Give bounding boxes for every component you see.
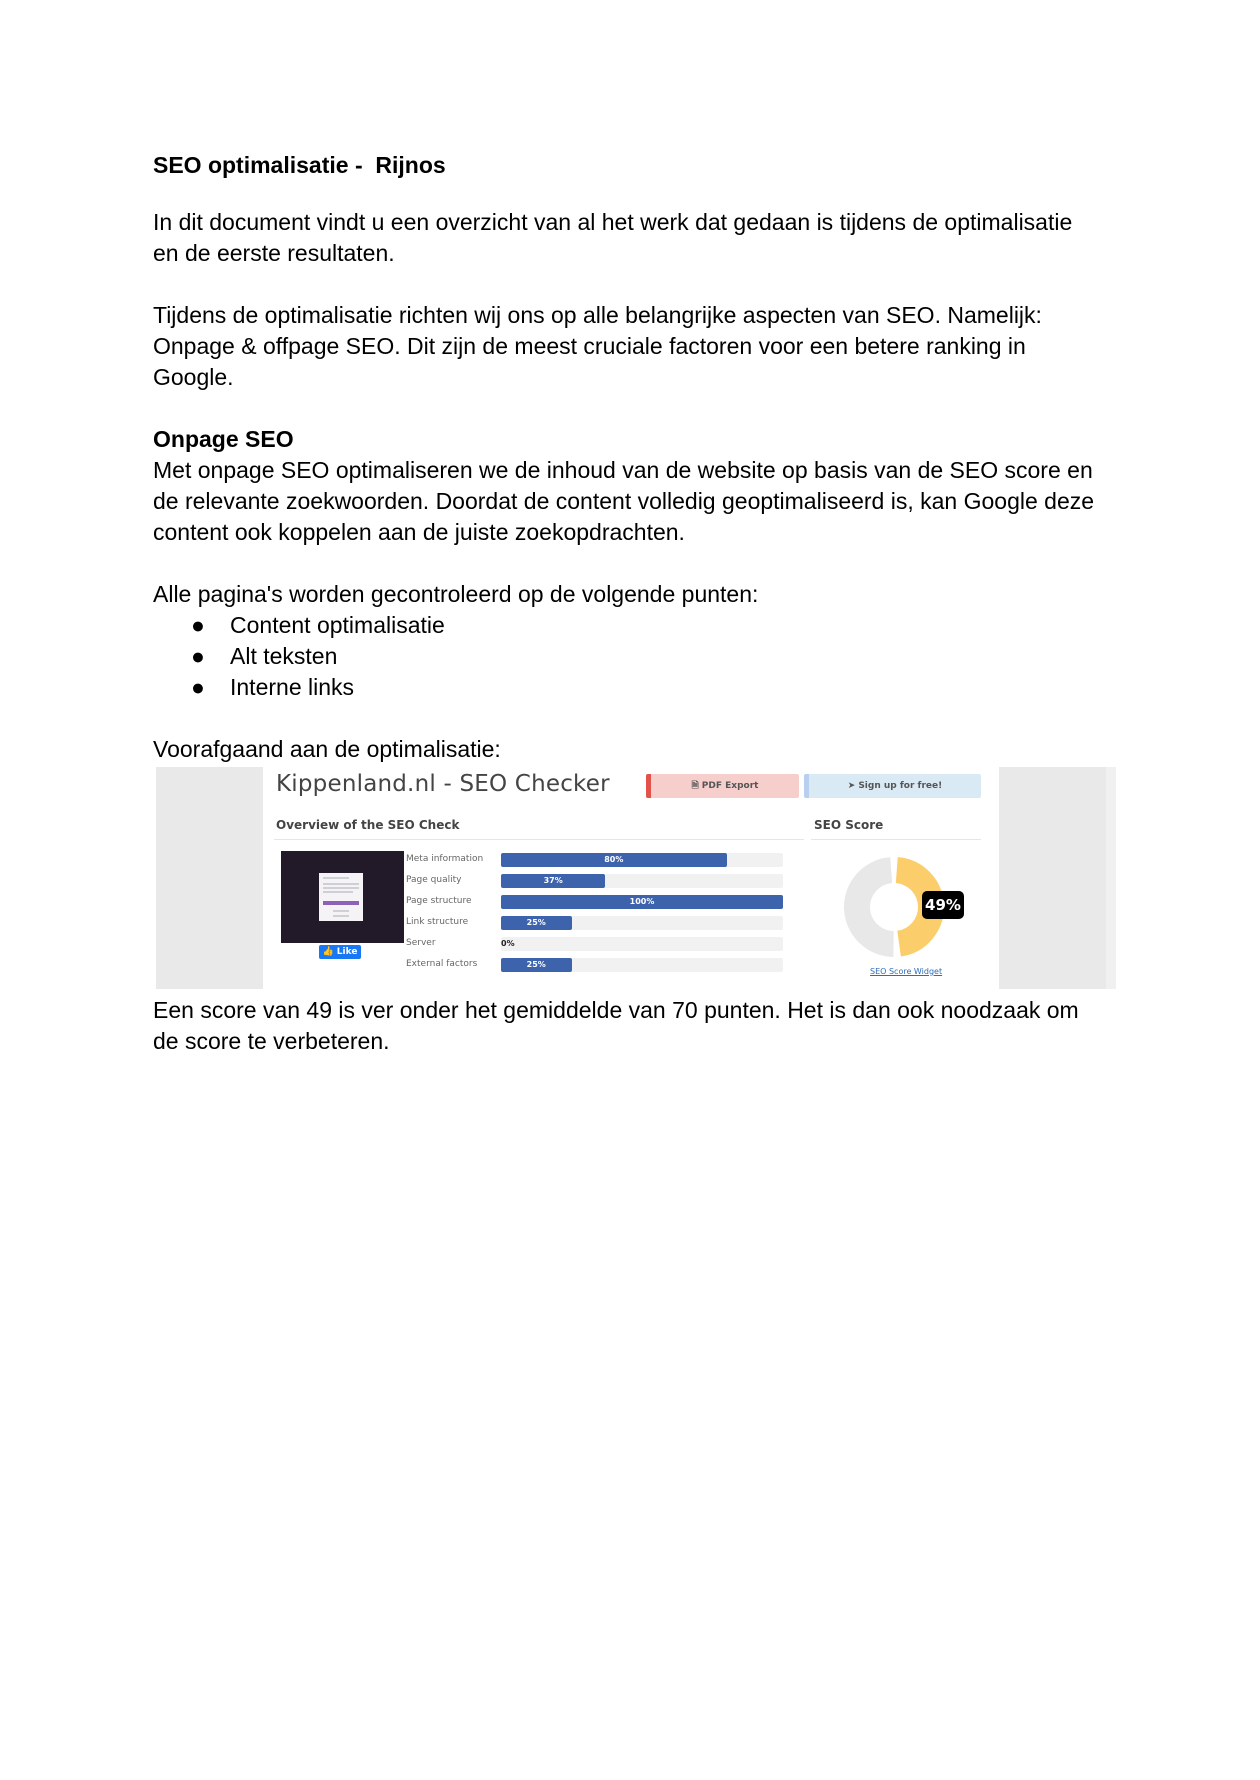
- donut-remaining-slice: [857, 870, 894, 944]
- focus-line-1: Tijdens de optimalisatie richten wij ons op alle belangrijke aspecten van SEO. Namelijk:: [153, 302, 1042, 328]
- file-pdf-icon: 🗎: [691, 781, 699, 791]
- conclusion-line-2: de score te verbeteren.: [153, 1028, 390, 1054]
- metric-bar-track: [501, 853, 783, 867]
- metric-bar-track: [501, 895, 783, 909]
- checklist: [153, 610, 1113, 703]
- bullet-icon: ●: [191, 674, 205, 700]
- metric-label: Page quality: [406, 875, 462, 885]
- like-button[interactable]: 👍 Like: [319, 945, 361, 959]
- onpage-line-3: content ook koppelen aan de juiste zoekopdrachten.: [153, 519, 685, 545]
- signup-button[interactable]: ➤ Sign up for free!: [804, 774, 981, 798]
- score-divider: [811, 839, 981, 840]
- metrics-list: [406, 851, 796, 977]
- before-label: Voorafgaand aan de optimalisatie:: [153, 736, 501, 762]
- metric-value: 37%: [543, 876, 563, 885]
- pdf-export-button[interactable]: 🗎 PDF Export: [646, 774, 799, 798]
- overview-title: Overview of the SEO Check: [276, 818, 460, 832]
- thumbs-up-icon: 👍: [322, 947, 334, 957]
- list-item: ● Interne links: [191, 672, 1113, 703]
- metric-bar-track: [501, 937, 783, 951]
- metric-label: Page structure: [406, 896, 472, 906]
- onpage-line-2: de relevante zoekwoorden. Doordat de content volledig geoptimaliseerd is, kan Google deze: [153, 488, 1095, 514]
- metric-row: [406, 872, 796, 893]
- seo-score-badge: 49%: [922, 891, 964, 919]
- thumbnail-dialog: [319, 873, 363, 921]
- circle-arrow-icon: ➤: [847, 781, 856, 791]
- metric-value: 0%: [501, 939, 515, 948]
- metric-value: 25%: [526, 960, 546, 969]
- conclusion-line-1: Een score van 49 is ver onder het gemiddelde van 70 punten. Het is dan ook noodzaak om: [153, 997, 1079, 1023]
- bullet-icon: ●: [191, 612, 205, 638]
- list-item: ● Alt teksten: [191, 641, 1113, 672]
- metric-value: 100%: [629, 897, 655, 906]
- onpage-line-1: Met onpage SEO optimaliseren we de inhoud van de website op basis van de SEO score en: [153, 457, 1093, 483]
- screenshot-left-margin: [156, 767, 263, 989]
- seo-score-widget-link[interactable]: SEO Score Widget: [870, 967, 943, 976]
- document-title: SEO optimalisatie - Rijnos: [153, 152, 446, 178]
- focus-line-2: Onpage & offpage SEO. Dit zijn de meest cruciale factoren voor een betere ranking in: [153, 333, 1026, 359]
- metric-bar-track: [501, 958, 783, 972]
- screenshot-right-margin: [999, 767, 1116, 989]
- overview-divider: [274, 839, 804, 840]
- metric-label: Link structure: [406, 917, 469, 927]
- checker-site-title: Kippenland.nl - SEO Checker: [276, 771, 610, 797]
- focus-line-3: Google.: [153, 364, 234, 390]
- intro-line-1: In dit document vindt u een overzicht van al het werk dat gedaan is tijdens de optimalisatie: [153, 209, 1073, 235]
- metric-label: Server: [406, 938, 436, 948]
- document-page: [153, 150, 1113, 1057]
- bullet-icon: ●: [191, 643, 205, 669]
- metric-label: Meta information: [406, 854, 484, 864]
- metric-label: External factors: [406, 959, 478, 969]
- metric-value: 25%: [526, 918, 546, 927]
- intro-line-2: en de eerste resultaten.: [153, 240, 395, 266]
- metric-row: [406, 893, 796, 914]
- onpage-heading: Onpage SEO: [153, 426, 294, 452]
- metric-value: 80%: [604, 855, 624, 864]
- seo-checker-screenshot: [156, 767, 1116, 989]
- metric-row: [406, 851, 796, 872]
- metric-bar-track: [501, 916, 783, 930]
- metric-row: [406, 914, 796, 935]
- checklist-intro: Alle pagina's worden gecontroleerd op de volgende punten:: [153, 581, 759, 607]
- metric-row: [406, 935, 796, 956]
- score-title: SEO Score: [814, 818, 884, 832]
- list-item: ● Content optimalisatie: [191, 610, 1113, 641]
- metric-row: [406, 956, 796, 977]
- metric-bar-track: [501, 874, 783, 888]
- site-thumbnail: [281, 851, 404, 943]
